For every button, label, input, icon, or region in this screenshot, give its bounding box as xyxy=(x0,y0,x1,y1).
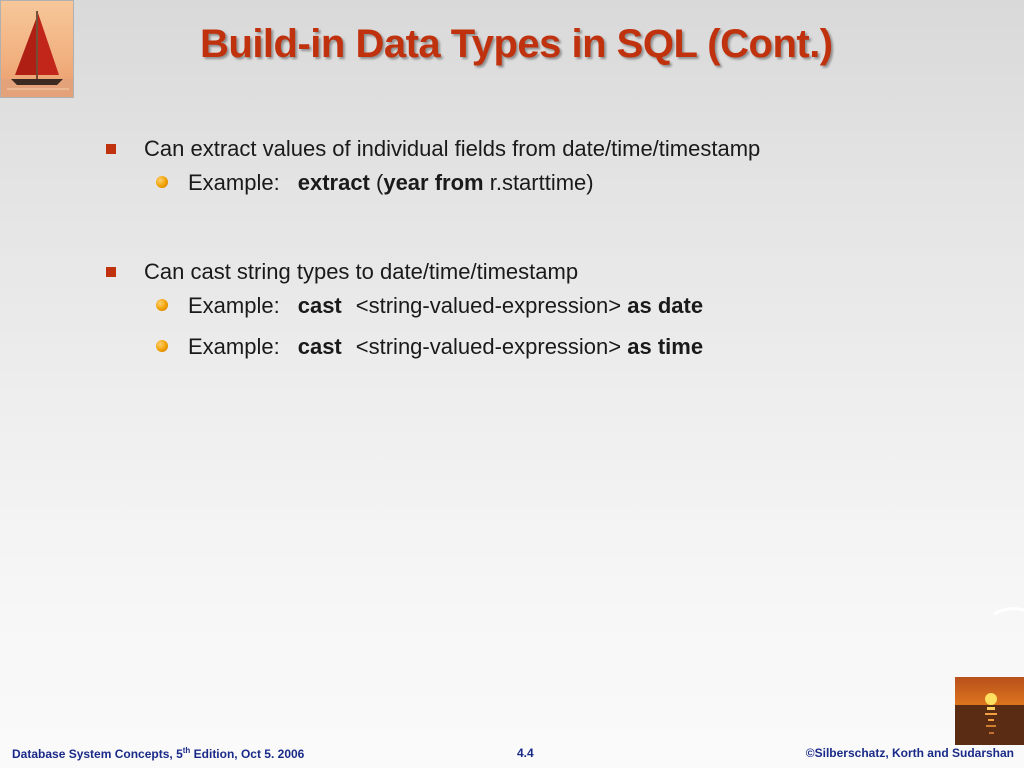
argument-text: r.starttime) xyxy=(483,170,594,195)
round-bullet-icon xyxy=(156,176,168,188)
sub-bullet-extract-example xyxy=(106,168,1006,209)
footer-slide-number: 4.4 xyxy=(517,746,534,760)
example-label: Example: xyxy=(188,293,280,318)
keyword-as-time: as time xyxy=(627,334,704,359)
square-bullet-icon xyxy=(106,267,116,277)
keyword-cast: cast xyxy=(297,334,342,359)
footer-superscript: th xyxy=(182,746,191,755)
keyword-cast: cast xyxy=(297,293,342,318)
sunset-photo xyxy=(955,677,1024,745)
example-label: Example: xyxy=(188,170,280,195)
sub-bullet-cast-time xyxy=(106,332,1006,373)
keyword-as-date: as date xyxy=(627,293,704,318)
footer-book-name: Database System Concepts, 5 xyxy=(12,747,183,761)
footer-copyright: ©Silberschatz, Korth and Sudarshan xyxy=(805,746,1014,760)
bullet-text: Can cast string types to date/time/timestamp xyxy=(144,259,579,284)
keyword-year-from: year from xyxy=(383,170,484,195)
sailboat-photo xyxy=(0,0,74,98)
open-paren: ( xyxy=(369,170,384,195)
keyword-extract: extract xyxy=(297,170,370,195)
footer-edition-date: Edition, Oct 5. 2006 xyxy=(190,747,305,761)
sub-bullet-cast-date xyxy=(106,291,1006,332)
square-bullet-icon xyxy=(106,144,116,154)
slide-title: Build-in Data Types in SQL (Cont.) xyxy=(200,22,833,66)
example-label: Example: xyxy=(188,334,280,359)
expression-text: <string-valued-expression> xyxy=(355,293,622,318)
bullet-extract xyxy=(106,134,1006,168)
slide-content xyxy=(106,134,1006,373)
footer-book-title xyxy=(12,746,304,761)
decorative-curve xyxy=(994,606,1024,618)
round-bullet-icon xyxy=(156,299,168,311)
expression-text: <string-valued-expression> xyxy=(355,334,622,359)
bullet-text: Can extract values of individual fields from date/time/timestamp xyxy=(144,136,761,161)
round-bullet-icon xyxy=(156,340,168,352)
bullet-cast xyxy=(106,257,1006,291)
